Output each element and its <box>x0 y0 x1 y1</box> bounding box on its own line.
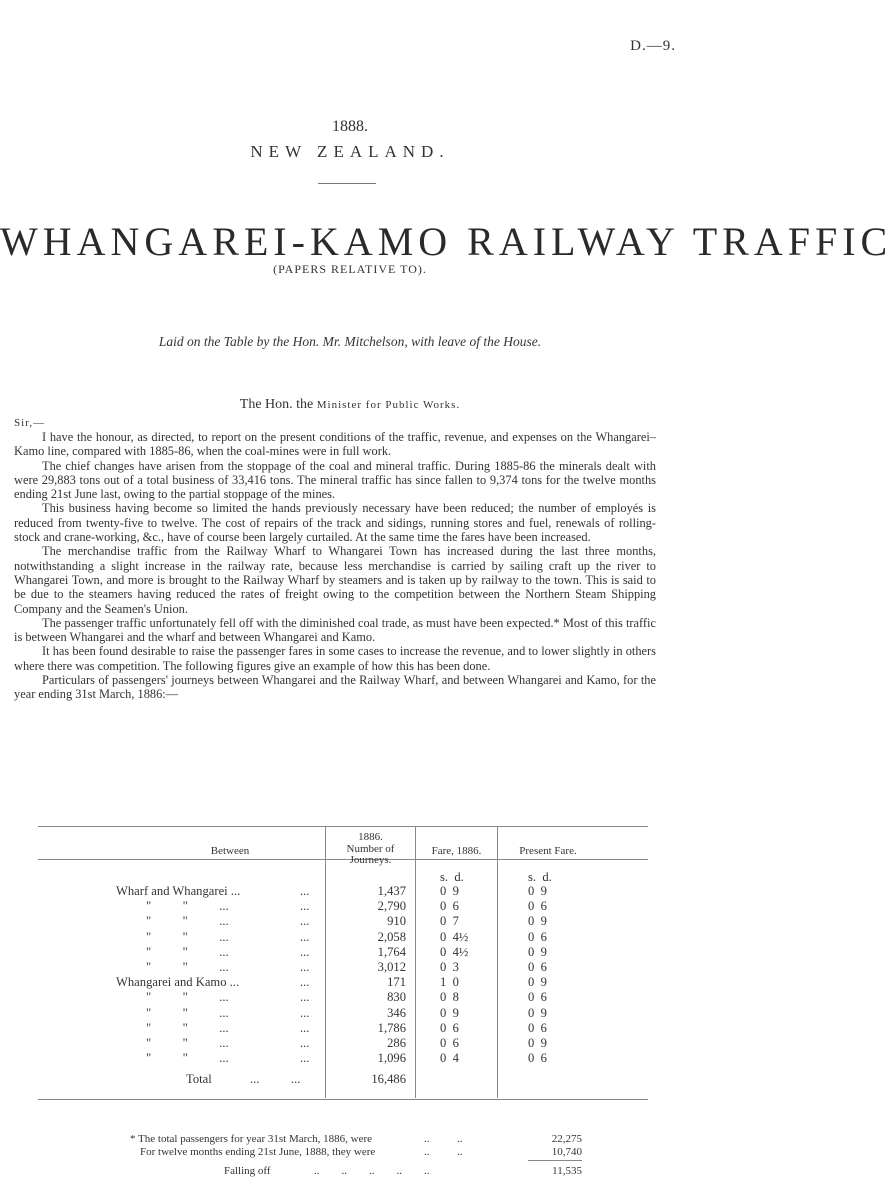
row-dots: ... <box>300 1051 310 1065</box>
row-dots: ... <box>300 899 310 913</box>
footnote-dots-3: .. .. .. .. .. <box>314 1165 430 1177</box>
row-journeys: 2,790 <box>377 899 406 913</box>
page-reference: D.—9. <box>630 38 676 54</box>
paragraph: The passenger traffic unfortunately fell off with the diminished coal trade, as must have been expected.* Most of this traffic is between Whangarei and the wharf and between Whangarei and Kamo. <box>14 615 656 645</box>
row-between: " " ... <box>146 960 229 974</box>
row-between: Wharf and Whangarei ... <box>116 884 241 898</box>
document-year: 1888. <box>332 118 368 135</box>
letter-body <box>14 430 656 702</box>
row-between: Whangarei and Kamo ... <box>116 975 240 989</box>
country-heading: NEW ZEALAND. <box>250 142 450 161</box>
row-journeys: 830 <box>387 990 406 1004</box>
header-fare-1886: Fare, 1886. <box>431 845 482 857</box>
footnote-line-2: For twelve months ending 21st June, 1888, they were <box>140 1146 376 1158</box>
paragraph: It has been found desirable to raise the passenger fares in some cases to increase the revenue, and to lower slightly in others where there was competition. The following figures give an example of how this has been done. <box>14 644 656 673</box>
paragraph: Particulars of passengers' journeys between Whangarei and the Railway Wharf, and between Whangarei and Kamo, for the year ending 31st March, 1886:— <box>14 673 656 702</box>
row-present-fare: 0 6 <box>528 990 547 1004</box>
row-present-fare: 0 6 <box>528 899 547 913</box>
footnote-line-1: * The total passengers for year 31st March, 1886, were <box>130 1133 373 1145</box>
row-between: " " ... <box>146 1021 229 1035</box>
column-divider <box>415 826 416 1098</box>
footnote-sum-rule <box>528 1160 582 1161</box>
document-title: WHANGAREI-KAMO RAILWAY TRAFFIC <box>0 219 892 264</box>
row-journeys: 3,012 <box>377 960 406 974</box>
row-dots: ... <box>300 945 310 959</box>
footnote-value-3: 11,535 <box>552 1165 582 1177</box>
row-between: " " ... <box>146 945 229 959</box>
header-journeys-year: 1886. <box>358 831 383 843</box>
header-between: Between <box>210 845 250 857</box>
row-fare-1886: 0 6 <box>440 1036 459 1050</box>
row-between: " " ... <box>146 990 229 1004</box>
footnote-dots-2: .. .. <box>424 1146 463 1158</box>
footnote-line-3: Falling off <box>224 1165 271 1177</box>
row-fare-1886: 0 4½ <box>440 945 469 959</box>
row-between: " " ... <box>146 930 229 944</box>
row-dots: ... <box>300 1036 310 1050</box>
divider-rule <box>318 183 376 184</box>
header-journeys-label2: Journeys. <box>349 854 392 866</box>
row-fare-1886: 0 4½ <box>440 930 469 944</box>
table-bottom-rule <box>38 1099 648 1100</box>
row-journeys: 1,764 <box>377 945 406 959</box>
row-fare-1886: 0 6 <box>440 899 459 913</box>
row-dots: ... <box>300 930 310 944</box>
row-present-fare: 0 9 <box>528 1036 547 1050</box>
salutation: Sir,— <box>14 417 46 429</box>
laid-on-table-note: Laid on the Table by the Hon. Mr. Mitchelson, with leave of the House. <box>158 334 542 349</box>
row-between: " " ... <box>146 899 229 913</box>
row-present-fare: 0 6 <box>528 1051 547 1065</box>
row-fare-1886: 0 7 <box>440 914 459 928</box>
addressee-prefix: The Hon. the <box>239 397 314 412</box>
row-journeys: 171 <box>387 975 406 989</box>
footnote-dots-1: .. .. <box>424 1133 463 1145</box>
header-journeys <box>326 832 415 867</box>
row-between: " " ... <box>146 1051 229 1065</box>
row-fare-1886: 0 3 <box>440 960 459 974</box>
total-dots: ... ... <box>250 1072 301 1086</box>
addressee-line <box>0 397 700 413</box>
row-dots: ... <box>300 1006 310 1020</box>
row-present-fare: 0 6 <box>528 930 547 944</box>
footnote-value-1: 22,275 <box>551 1133 582 1145</box>
row-between: " " ... <box>146 1006 229 1020</box>
addressee-minister: Minister for Public Works. <box>316 399 461 411</box>
row-journeys: 1,786 <box>377 1021 406 1035</box>
header-present-fare: Present Fare. <box>519 845 577 857</box>
paragraph: This business having become so limited the hands previously necessary have been reduced; the number of employés is reduced from twenty-five to twelve. The cost of repairs of the track and sidings, running stores and fuel, renewals of rolling-stock and crane-working, &c., have of course been largely curtailed. At the same time the fares have been increased. <box>14 501 656 545</box>
paragraph: I have the honour, as directed, to report on the present conditions of the traffic, revenue, and expenses on the Whangarei–Kamo line, compared with 1885-86, when the coal-mines were in full work. <box>14 430 656 459</box>
header-journeys-label: Number of <box>346 842 395 855</box>
row-present-fare: 0 9 <box>528 914 547 928</box>
row-fare-1886: 0 9 <box>440 1006 459 1020</box>
unit-present-fare: s. d. <box>528 870 552 884</box>
row-dots: ... <box>300 990 310 1004</box>
row-present-fare: 0 9 <box>528 945 547 959</box>
total-label: Total <box>186 1072 212 1086</box>
row-journeys: 1,437 <box>377 884 406 898</box>
paragraph: The merchandise traffic from the Railway Wharf to Whangarei Town has increased during the last three months, notwithstanding a slight increase in the railway rate, because less merchandise is carried by sailing craft up the river to Whangarei Town, and more is brought to the Railway Wharf by steamers and is taken up by railway to the town. This is said to be due to the steamers having reduced the rates of freight owing to the competition between the Northern Steam Shipping Company and the Seamen's Union. <box>14 544 656 616</box>
paragraph: The chief changes have arisen from the stoppage of the coal and mineral traffic. During 1885-86 the minerals dealt with were 29,883 tons out of a total business of 33,416 tons. The mineral traffic has since fallen to 9,374 tons for the twelve months ending 21st June last, owing to the partial stoppage of the mines. <box>14 458 656 502</box>
row-dots: ... <box>300 960 310 974</box>
row-dots: ... <box>300 914 310 928</box>
row-journeys: 1,096 <box>377 1051 406 1065</box>
row-dots: ... <box>300 975 310 989</box>
row-present-fare: 0 9 <box>528 884 547 898</box>
row-journeys: 910 <box>387 914 406 928</box>
row-journeys: 286 <box>387 1036 406 1050</box>
row-journeys: 2,058 <box>377 930 406 944</box>
row-journeys: 346 <box>387 1006 406 1020</box>
row-fare-1886: 0 6 <box>440 1021 459 1035</box>
row-present-fare: 0 6 <box>528 960 547 974</box>
row-fare-1886: 0 4 <box>440 1051 459 1065</box>
row-dots: ... <box>300 1021 310 1035</box>
row-between: " " ... <box>146 914 229 928</box>
row-fare-1886: 0 8 <box>440 990 459 1004</box>
footnote-value-2: 10,740 <box>551 1146 582 1158</box>
column-divider <box>497 826 498 1098</box>
row-fare-1886: 1 0 <box>440 975 459 989</box>
unit-fare-1886: s. d. <box>440 870 464 884</box>
row-present-fare: 0 9 <box>528 1006 547 1020</box>
row-fare-1886: 0 9 <box>440 884 459 898</box>
document-subtitle: (PAPERS RELATIVE TO). <box>273 262 427 276</box>
row-dots: ... <box>300 884 310 898</box>
row-present-fare: 0 9 <box>528 975 547 989</box>
table-top-rule <box>38 826 648 827</box>
row-between: " " ... <box>146 1036 229 1050</box>
row-present-fare: 0 6 <box>528 1021 547 1035</box>
total-journeys: 16,486 <box>371 1072 406 1086</box>
